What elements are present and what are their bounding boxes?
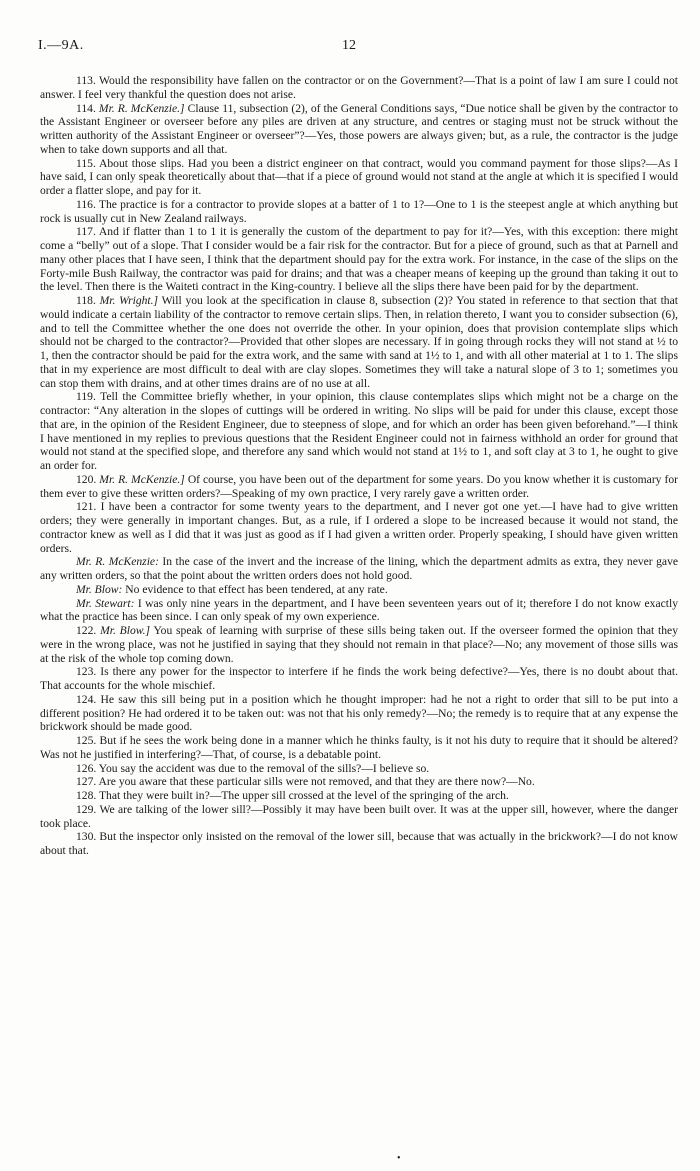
paragraph	[40, 734, 678, 762]
paragraph-text: 117. And if flatter than 1 to 1 it is generally the custom of the department to pay for it?—Yes, with this exception: there might come a “belly” out of a slope. That I consider would be a fair risk for the contractor. But for a piece of ground, such as that at Parnell and many other places that I have seen, I think that the department should pay for the extra work. For instance, in the case of the slips on the Forty-mile Bush Railway, the contractor was paid for drains; and that was a cheaper means of keeping up the ground than taking it out to the level. Then there is the Waiteti contract in the King-country. I believe all the slips there have been paid for by the department.	[40, 225, 678, 294]
speaker-name: Mr. R. McKenzie.]	[99, 472, 185, 486]
printer-mark: •	[397, 1153, 401, 1164]
paragraph	[40, 830, 678, 858]
question-number: 118.	[76, 294, 96, 307]
paragraph-text: Will you look at the specification in clause 8, subsection (2)? You stated in reference to that section that that would indicate a certain liability of the contractor to remove certain slips. Then, in relation thereto, I want you to consider subsection (6), and to tell the Committee whether the one does not override the other. In your opinion, does that provision contemplate slips which should not be charged to the contractor?—Provided that other slopes are necessary. If in going through rocks they will not stand at ½ to 1, then the contractor should be paid for the extra work, and the same with sand at 1½ to 1, and with all other material at 1 to 1. The slips that in my experience are most difficult to deal with are clay slopes. Sometimes they will take a natural slope of 3 to 1; sometimes you can stop them with drains, and at other times drains are of no use at all.	[40, 294, 678, 390]
paragraph-text: 126. You say the accident was due to the removal of the sills?—I believe so.	[76, 761, 430, 775]
paragraph	[40, 789, 678, 803]
paragraph-text: Clause 11, subsection (2), of the General Conditions says, “Due notice shall be given by the contractor to the Assistant Engineer or overseer before any piles are driven at any structure, and centres or staging must not be struck without the written authority of the Assistant Engineer or overseer”?—Yes, those powers are always given; but, as a rule, the contractor is the judge when to take down supports and all that.	[40, 101, 678, 156]
paragraph-text: No evidence to that effect has been tendered, at any rate.	[125, 582, 388, 596]
document-reference: I.—9A.	[38, 38, 84, 53]
paragraph	[40, 74, 678, 102]
speaker-name: Mr. Blow.]	[100, 624, 151, 637]
paragraph	[40, 775, 678, 789]
speaker-name: Mr. Stewart:	[76, 596, 135, 610]
paragraph	[40, 500, 678, 555]
paragraph-text: 115. About those slips. Had you been a district engineer on that contract, would you command payment for those slips?—As I have said, I can only speak theoretically about that—that if a piece of ground would not stand at the angle at which it is specified I would order a flatter slope, and pay for it.	[40, 156, 678, 197]
paragraph-text: Of course, you have been out of the department for some years. Do you know whether it is customary for them ever to give these written orders?—Speaking of my own practice, I very rarely gave a written order.	[40, 472, 678, 500]
paragraph	[40, 583, 678, 597]
paragraph	[40, 473, 678, 501]
paragraph	[40, 624, 678, 665]
speaker-name: Mr. Wright.]	[99, 294, 159, 307]
paragraph-text: 127. Are you aware that these particular sills were not removed, and that they are there now?—No.	[76, 775, 535, 789]
paragraph-text: I was only nine years in the department, and I have been seventeen years out of it; therefore I do not know exactly what the practice has been since. I can only speak of my own experience.	[40, 596, 678, 624]
speaker-name: Mr. R. McKenzie:	[76, 555, 159, 569]
paragraph-text: 123. Is there any power for the inspector to interfere if he finds the work being defective?—Yes, there is no doubt about that. That accounts for the whole mischief.	[40, 665, 678, 692]
page-header	[38, 38, 660, 58]
paragraph-text: 130. But the inspector only insisted on the removal of the lower sill, because that was actually in the brickwork?—I do not know about that.	[40, 830, 678, 857]
paragraph-text: 119. Tell the Committee briefly whether, in your opinion, this clause contemplates slips which might not be a charge on the contractor: “Any alteration in the slopes of cuttings will be ordered in writing. No slips will be paid for under this clause, except those that are, in the opinion of the Resident Engineer, due to steepness of slope, and for which an order has been given beforehand.”—I think I have mentioned in my replies to previous questions that the Resident Engineer could not in fairness withhold an order for ground that would not stand at the specified slope, and therefore any sand which would not stand at 1½ to 1, and soft clay at 3 to 1, he ought to give an order for.	[40, 390, 678, 472]
paragraph-text: 129. We are talking of the lower sill?—Possibly it may have been built over. It was at the upper sill, however, where the danger took place.	[40, 802, 678, 830]
paragraph-text: 121. I have been a contractor for some twenty years to the department, and I never got one yet.—I have had to give written orders; they were generally in important changes. But, as a rule, if I ordered a slope to be increased because it would not stand, the contractor knew as well as I did that it was just as good as if I had given a written order. Properly speaking, I should have given written orders.	[40, 500, 678, 555]
paragraph	[40, 102, 678, 157]
paragraph	[40, 294, 678, 390]
paragraph	[40, 198, 678, 226]
paragraph-text: In the case of the invert and the increase of the lining, which the department admits as extra, they never gave any written orders, so that the point about the written orders does not hold good.	[40, 555, 679, 582]
paragraph-text: 125. But if he sees the work being done in a manner which he thinks faulty, is it not his duty to require that it should be altered? Was not he justified in interfering?—That, of course, is a debatable point.	[40, 734, 678, 761]
paragraph-text: 113. Would the responsibility have fallen on the contractor or on the Government?—That is a point of law I am sure I could not answer. I feel very thankful the question does not arise.	[40, 74, 678, 101]
paragraph	[40, 597, 678, 625]
paragraph-text: 116. The practice is for a contractor to provide slopes at a batter of 1 to 1?—One to 1 is the steepest angle at which anything but rock is usually cut in New Zealand railways.	[40, 197, 678, 225]
paragraph	[40, 762, 678, 776]
question-number: 122.	[76, 624, 97, 637]
paragraph-text: 124. He saw this sill being put in a position which he thought improper: had he not a right to order that sill to be put into a different position? He had ordered it to be taken out: was not that his only remedy?—No; the remedy is to require that at any expense the brickwork should be made good.	[40, 692, 678, 734]
paragraph	[40, 693, 678, 734]
paragraph	[40, 225, 678, 294]
paragraph	[40, 390, 678, 473]
speaker-name: Mr. Blow:	[76, 582, 123, 596]
question-number: 114.	[76, 101, 96, 115]
page-number: 12	[342, 38, 356, 53]
paragraph-text: 128. That they were built in?—The upper sill crossed at the level of the springing of the arch.	[76, 789, 509, 802]
document-body	[40, 74, 678, 858]
paragraph	[40, 665, 678, 693]
paragraph	[40, 157, 678, 198]
paragraph	[40, 555, 678, 583]
speaker-name: Mr. R. McKenzie.]	[98, 101, 185, 115]
question-number: 120.	[76, 472, 97, 486]
paragraph-text: You speak of learning with surprise of these sills being taken out. If the overseer formed the opinion that they were in the wrong place, was not he justified in saying that they should not remain in that place?—No; any movement of those sills was at the risk of the whole top coming down.	[40, 624, 678, 665]
paragraph	[40, 803, 678, 831]
